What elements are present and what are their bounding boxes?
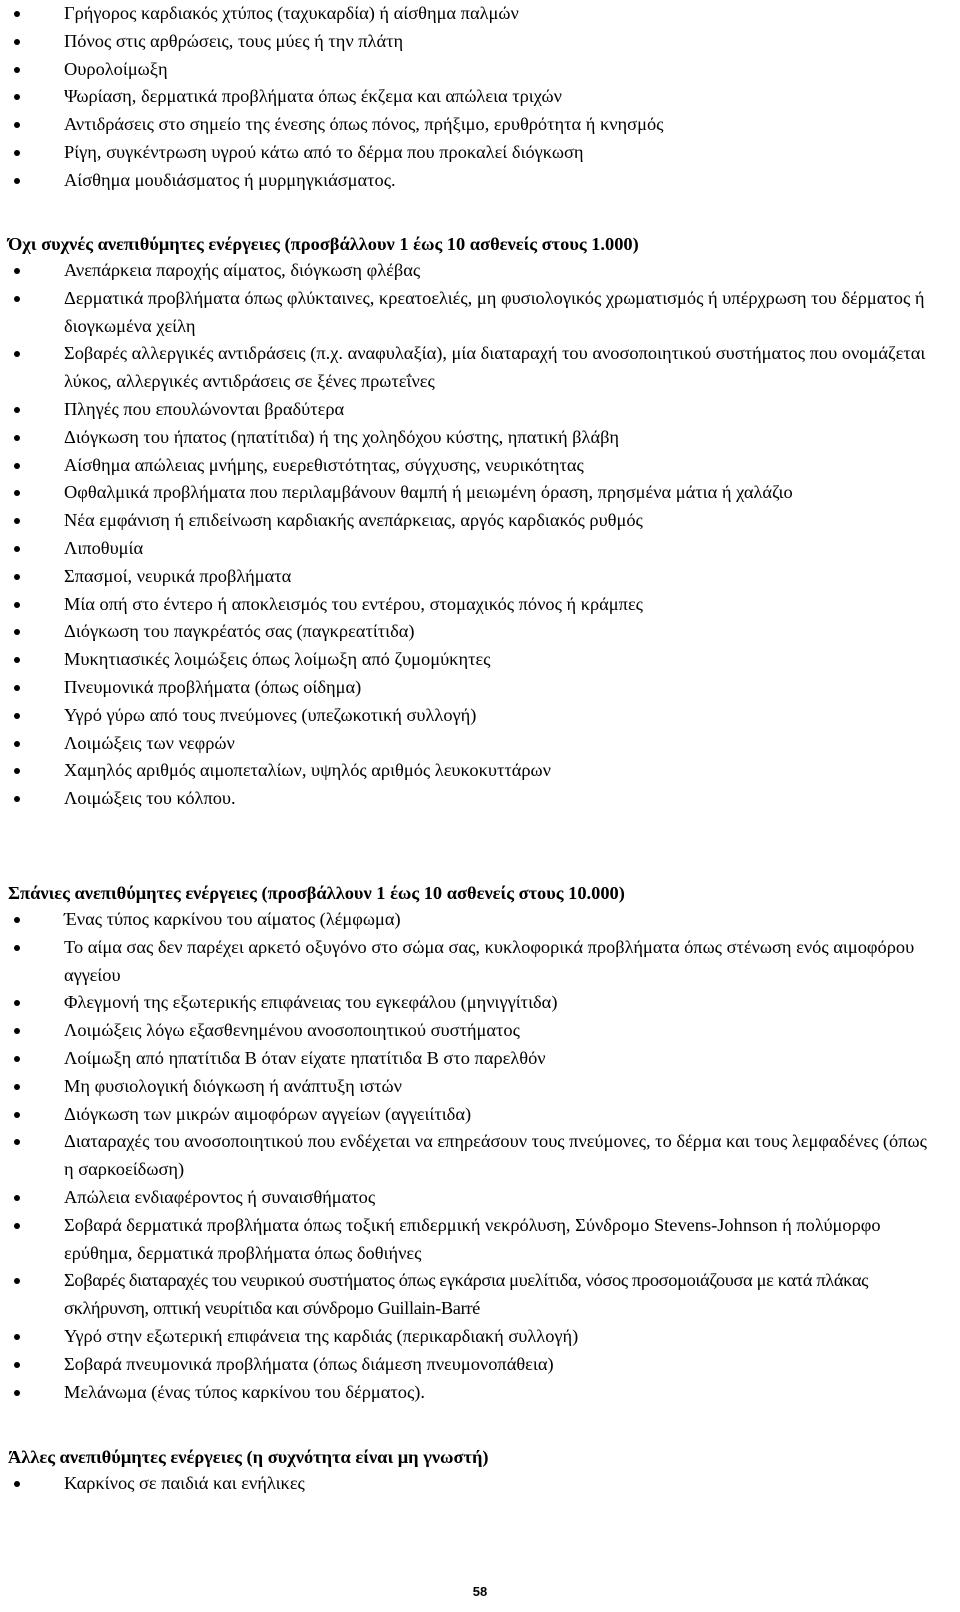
list-item: Μη φυσιολογική διόγκωση ή ανάπτυξη ιστών <box>0 1073 960 1101</box>
list-item: Διόγκωση του παγκρέατός σας (παγκρεατίτιδα) <box>0 618 960 646</box>
list-item: Ρίγη, συγκέντρωση υγρού κάτω από το δέρμα που προκαλεί διόγκωση <box>0 139 960 167</box>
list-item: Λιποθυμία <box>0 535 960 563</box>
list-item: Λοίμωξη από ηπατίτιδα Β όταν είχατε ηπατίτιδα Β στο παρελθόν <box>0 1045 960 1073</box>
list-item: Ψωρίαση, δερματικά προβλήματα όπως έκζεμα και απώλεια τριχών <box>0 83 960 111</box>
list-item: Το αίμα σας δεν παρέχει αρκετό οξυγόνο στο σώμα σας, κυκλοφορικά προβλήματα όπως στένωση ενός αιμοφόρου αγγείου <box>0 934 960 990</box>
uncommon-section-heading: Όχι συχνές ανεπιθύμητες ενέργειες (προσβάλλουν 1 έως 10 ασθενείς στους 1.000) <box>8 234 639 254</box>
list-item: Χαμηλός αριθμός αιμοπεταλίων, υψηλός αριθμός λευκοκυττάρων <box>0 757 960 785</box>
list-item: Υγρό στην εξωτερική επιφάνεια της καρδιάς (περικαρδιακή συλλογή) <box>0 1323 960 1351</box>
list-item: Λοιμώξεις των νεφρών <box>0 730 960 758</box>
page-number: 58 <box>472 1584 488 1599</box>
list-item: Γρήγορος καρδιακός χτύπος (ταχυκαρδία) ή αίσθημα παλμών <box>0 0 960 28</box>
list-item: Μελάνωμα (ένας τύπος καρκίνου του δέρματος). <box>0 1379 960 1407</box>
list-item: Ένας τύπος καρκίνου του αίματος (λέμφωμα) <box>0 906 960 934</box>
list-item: Αίσθημα απώλειας μνήμης, ευερεθιστότητας, σύγχυσης, νευρικότητας <box>0 452 960 480</box>
list-item: Διόγκωση του ήπατος (ηπατίτιδα) ή της χοληδόχου κύστης, ηπατική βλάβη <box>0 424 960 452</box>
list-item: Φλεγμονή της εξωτερικής επιφάνειας του εγκεφάλου (μηνιγγίτιδα) <box>0 989 960 1017</box>
list-item: Λοιμώξεις του κόλπου. <box>0 785 960 813</box>
list-item: Διόγκωση των μικρών αιμοφόρων αγγείων (αγγειίτιδα) <box>0 1101 960 1129</box>
list-item: Ουρολοίμωξη <box>0 56 960 84</box>
uncommon-effects-list <box>0 257 960 813</box>
list-item: Πνευμονικά προβλήματα (όπως οίδημα) <box>0 674 960 702</box>
rare-effects-list <box>0 906 960 1406</box>
list-item: Αίσθημα μουδιάσματος ή μυρμηγκιάσματος. <box>0 167 960 195</box>
list-item: Ανεπάρκεια παροχής αίματος, διόγκωση φλέβας <box>0 257 960 285</box>
list-item: Μία οπή στο έντερο ή αποκλεισμός του εντέρου, στομαχικός πόνος ή κράμπες <box>0 591 960 619</box>
other-section-heading: Άλλες ανεπιθύμητες ενέργειες (η συχνότητα είναι μη γνωστή) <box>8 1447 489 1467</box>
list-item: Σπασμοί, νευρικά προβλήματα <box>0 563 960 591</box>
list-item: Σοβαρές αλλεργικές αντιδράσεις (π.χ. αναφυλαξία), μία διαταραχή του ανοσοποιητικού συστήματος που ονομάζεται λύκος, αλλεργικές αντιδράσεις σε ξένες πρωτεΐνες <box>0 340 960 396</box>
list-item: Υγρό γύρω από τους πνεύμονες (υπεζωκοτική συλλογή) <box>0 702 960 730</box>
common-effects-list <box>0 0 960 195</box>
list-item: Απώλεια ενδιαφέροντος ή συναισθήματος <box>0 1184 960 1212</box>
list-item: Πόνος στις αρθρώσεις, τους μύες ή την πλάτη <box>0 28 960 56</box>
list-item: Οφθαλμικά προβλήματα που περιλαμβάνουν θαμπή ή μειωμένη όραση, πρησμένα μάτια ή χαλάζιο <box>0 479 960 507</box>
list-item: Σοβαρές διαταραχές του νευρικού συστήματος όπως εγκάρσια μυελίτιδα, νόσος προσομοιάζουσα με κατά πλάκας σκλήρυνση, οπτική νευρίτιδα και σύνδρομο Guillain-Barré <box>0 1267 960 1323</box>
list-item: Νέα εμφάνιση ή επιδείνωση καρδιακής ανεπάρκειας, αργός καρδιακός ρυθμός <box>0 507 960 535</box>
rare-section-heading: Σπάνιες ανεπιθύμητες ενέργειες (προσβάλλουν 1 έως 10 ασθενείς στους 10.000) <box>8 883 625 903</box>
list-item: Καρκίνος σε παιδιά και ενήλικες <box>0 1470 960 1498</box>
list-item: Μυκητιασικές λοιμώξεις όπως λοίμωξη από ζυμομύκητες <box>0 646 960 674</box>
list-item: Διαταραχές του ανοσοποιητικού που ενδέχεται να επηρεάσουν τους πνεύμονες, το δέρμα και τους λεμφαδένες (όπως η σαρκοείδωση) <box>0 1128 960 1184</box>
list-item: Αντιδράσεις στο σημείο της ένεσης όπως πόνος, πρήξιμο, ερυθρότητα ή κνησμός <box>0 111 960 139</box>
list-item: Λοιμώξεις λόγω εξασθενημένου ανοσοποιητικού συστήματος <box>0 1017 960 1045</box>
other-effects-list <box>0 1470 960 1498</box>
list-item: Σοβαρά δερματικά προβλήματα όπως τοξική επιδερμική νεκρόλυση, Σύνδρομο Stevens-Johnson ή πολύμορφο ερύθημα, δερματικά προβλήματα όπως δοθιήνες <box>0 1212 960 1268</box>
list-item: Σοβαρά πνευμονικά προβλήματα (όπως διάμεση πνευμονοπάθεια) <box>0 1351 960 1379</box>
list-item: Πληγές που επουλώνονται βραδύτερα <box>0 396 960 424</box>
list-item: Δερματικά προβλήματα όπως φλύκταινες, κρεατοελιές, μη φυσιολογικός χρωματισμός ή υπέρχρωση του δέρματος ή διογκωμένα χείλη <box>0 285 960 341</box>
